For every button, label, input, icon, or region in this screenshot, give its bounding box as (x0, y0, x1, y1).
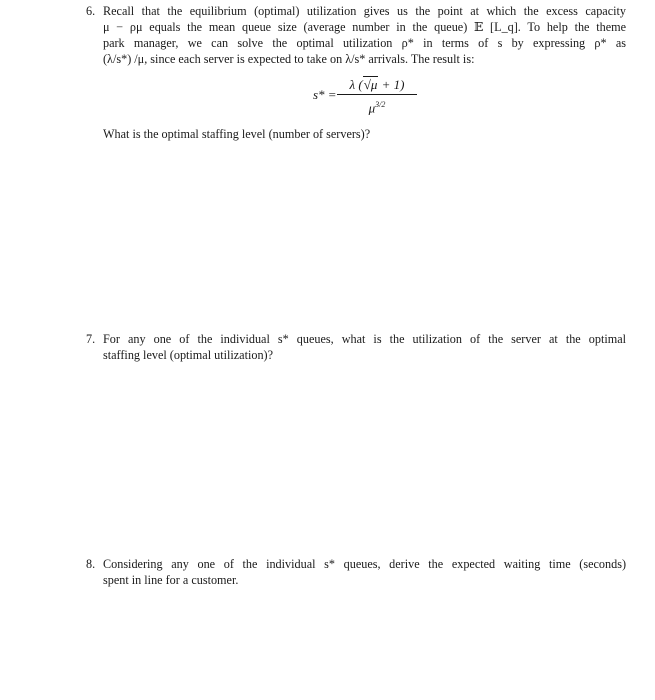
formula-denominator (337, 97, 417, 116)
fraction-bar (337, 94, 417, 95)
question-number: 6. (86, 4, 96, 18)
question-6-line-2: μ − ρμ equals the mean queue size (average number in the queue) 𝔼 [L_q]. To help the theme (103, 20, 626, 34)
numerator-prefix: λ ( (349, 77, 363, 92)
question-8-line-1: Considering any one of the individual s* queues, derive the expected waiting time (seconds) (103, 557, 626, 571)
numerator-sqrt: √μ (363, 77, 378, 92)
question-7-line-2: staffing level (optimal utilization)? (103, 348, 274, 362)
question-6-line-3: park manager, we can solve the optimal utilization ρ* in terms of s by expressing ρ* as (103, 36, 626, 50)
question-6-line-4: (λ/s*) /μ, since each server is expected to take on λ/s* arrivals. The result is: (103, 52, 475, 66)
question-number: 8. (86, 557, 96, 571)
denominator-base: μ (368, 100, 376, 116)
question-7 (86, 331, 626, 363)
question-8-line-2: spent in line for a customer. (103, 573, 239, 587)
numerator-suffix: + 1) (378, 77, 405, 92)
question-6 (86, 3, 626, 67)
question-6-text (103, 3, 626, 67)
question-6-prompt: What is the optimal staffing level (number of servers)? (103, 127, 371, 141)
question-8 (86, 556, 626, 588)
formula-fraction (337, 76, 417, 116)
question-7-text (103, 331, 626, 363)
denominator-exponent: 3/2 (375, 100, 386, 109)
question-8-text (103, 556, 626, 588)
formula-numerator (337, 76, 417, 93)
question-7-line-1: For any one of the individual s* queues, what is the utilization of the server at the optimal (103, 332, 626, 346)
question-number: 7. (86, 332, 96, 346)
formula-lhs: s* = (313, 87, 337, 102)
question-6-line-1: Recall that the equilibrium (optimal) utilization gives us the point at which the excess capacity (103, 4, 626, 18)
